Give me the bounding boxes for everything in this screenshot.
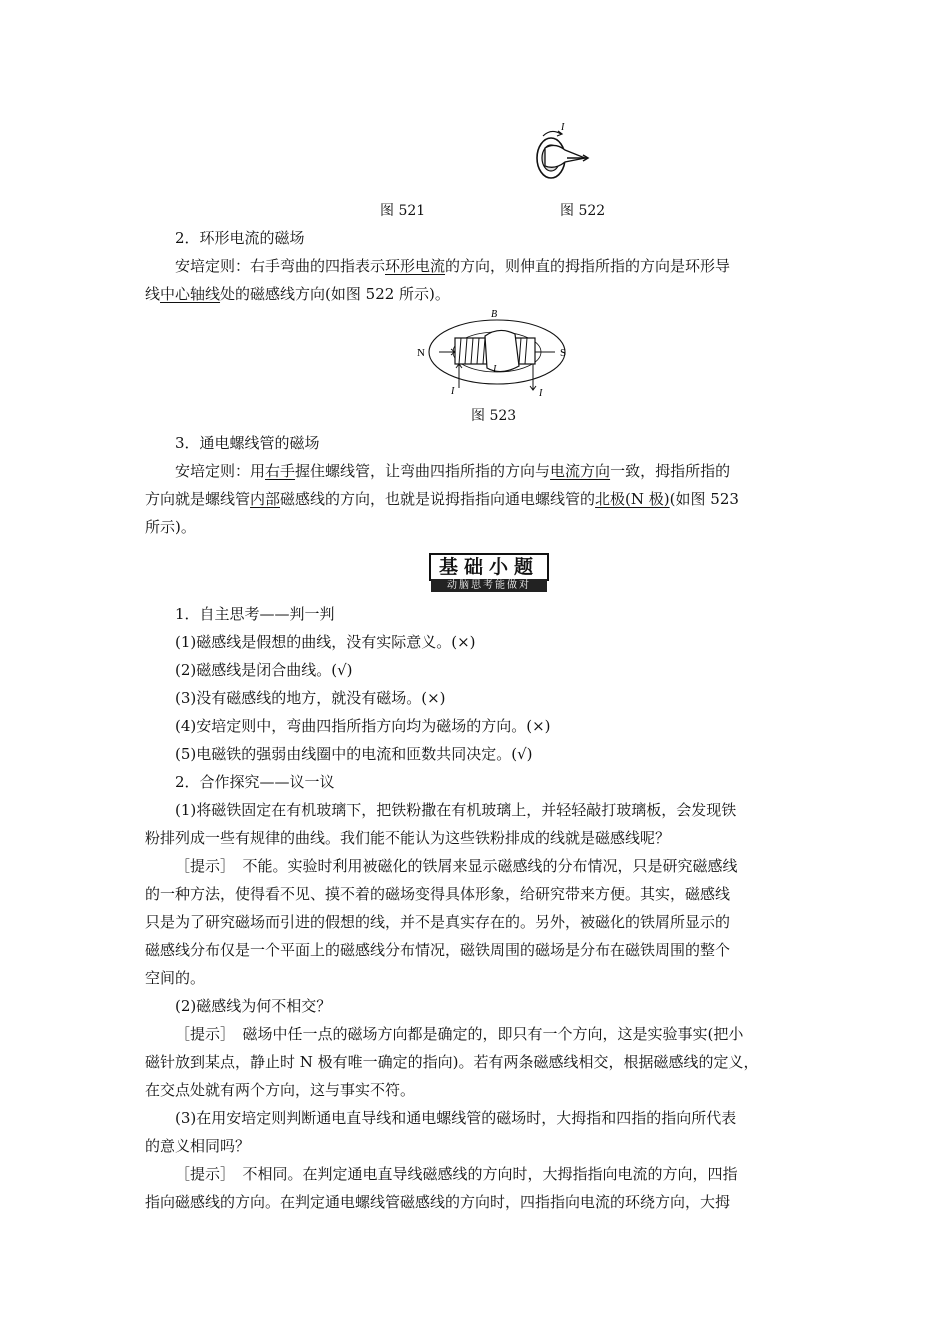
fig523-caption: 图 523: [471, 408, 517, 424]
q2-p2-line: (2)磁感线为何不相交？: [175, 997, 332, 1015]
q2-p1-line: (1)将磁铁固定在有机玻璃下，把铁粉撒在有机玻璃上，并轻轻敲打玻璃板，会发现铁: [175, 801, 737, 819]
figure-523-image: [415, 306, 575, 398]
q1-item: (5)电磁铁的强弱由线圈中的电流和匝数共同决定。(√): [175, 745, 533, 763]
q2-heading: 2．合作探究——议一议: [175, 773, 335, 791]
section3-line3: 所示)。: [145, 518, 196, 536]
section3-heading: 3．通电螺线管的磁场: [175, 434, 320, 452]
q1-heading: 1．自主思考——判一判: [175, 605, 335, 623]
q2-p3-line: (3)在用安培定则判断通电直导线和通电螺线管的磁场时，大拇指和四指的指向所代表: [175, 1109, 737, 1127]
fig522-caption: 图 522: [560, 203, 606, 219]
section3-line1: 安培定则：用右手握住螺线管，让弯曲四指所指的方向与电流方向一致，拇指所指的: [175, 462, 731, 480]
q1-item: (3)没有磁感线的地方，就没有磁场。(×): [175, 689, 446, 707]
section-banner: [423, 551, 551, 593]
fig523-i-label-right: I: [539, 388, 543, 398]
section2-line1: 安培定则：右手弯曲的四指表示环形电流的方向，则伸直的拇指所指的方向是环形导: [175, 257, 731, 275]
q2-a3-line: 指向磁感线的方向。在判定通电螺线管磁感线的方向时，四指指向电流的环绕方向，大拇: [145, 1193, 731, 1211]
section2-line2: 线中心轴线处的磁感线方向(如图 522 所示)。: [145, 285, 450, 303]
fig521-caption: 图 521: [380, 203, 426, 219]
q2-a1-line: 空间的。: [145, 969, 206, 987]
q2-p3-line: 的意义相同吗？: [145, 1137, 251, 1155]
section2-heading: 2．环形电流的磁场: [175, 229, 305, 247]
q1-item: (2)磁感线是闭合曲线。(√): [175, 661, 353, 679]
fig523-i-label-left: I: [451, 386, 455, 397]
q1-item: (1)磁感线是假想的曲线，没有实际意义。(×): [175, 633, 476, 651]
fig522-current-label: I: [561, 122, 565, 133]
fig523-s-label: S: [560, 347, 567, 359]
q2-a1-line: 的一种方法，使得看不见、摸不着的磁场变得具体形象，给研究带来方便。其实，磁感线: [145, 885, 731, 903]
q2-a1-line: ［提示］ 不能。实验时利用被磁化的铁屑来显示磁感线的分布情况，只是研究磁感线: [175, 857, 738, 875]
fig523-n-label: N: [417, 347, 425, 359]
banner-title: 基础小题: [429, 553, 549, 581]
q2-a2-line: 在交点处就有两个方向，这与事实不符。: [145, 1081, 416, 1099]
section3-line2: 方向就是螺线管内部磁感线的方向，也就是说拇指指向通电螺线管的北极(N 极)(如图 523: [145, 490, 739, 508]
q2-a3-line: ［提示］ 不相同。在判定通电直导线磁感线的方向时，大拇指指向电流的方向，四指: [175, 1165, 738, 1183]
q2-p1-line: 粉排列成一些有规律的曲线。我们能不能认为这些铁粉排成的线就是磁感线呢？: [145, 829, 671, 847]
q2-a1-line: 只是为了研究磁场而引进的假想的线，并不是真实存在的。另外，被磁化的铁屑所显示的: [145, 913, 731, 931]
figure-522-image: [515, 120, 595, 190]
q2-a1-line: 磁感线分布仅是一个平面上的磁感线分布情况，磁铁周围的磁场是分布在磁铁周围的整个: [145, 941, 731, 959]
q1-item: (4)安培定则中，弯曲四指所指方向均为磁场的方向。(×): [175, 717, 551, 735]
banner-subtitle: 动脑思考能做对: [431, 579, 547, 592]
fig523-i-label-mid: I: [493, 364, 497, 375]
q2-a2-line: ［提示］ 磁场中任一点的磁场方向都是确定的，即只有一个方向，这是实验事实(把小: [175, 1025, 744, 1043]
fig523-b-label: B: [491, 309, 498, 320]
q2-a2-line: 磁针放到某点，静止时 N 极有唯一确定的指向)。若有两条磁感线相交，根据磁感线的定义，: [145, 1053, 759, 1071]
